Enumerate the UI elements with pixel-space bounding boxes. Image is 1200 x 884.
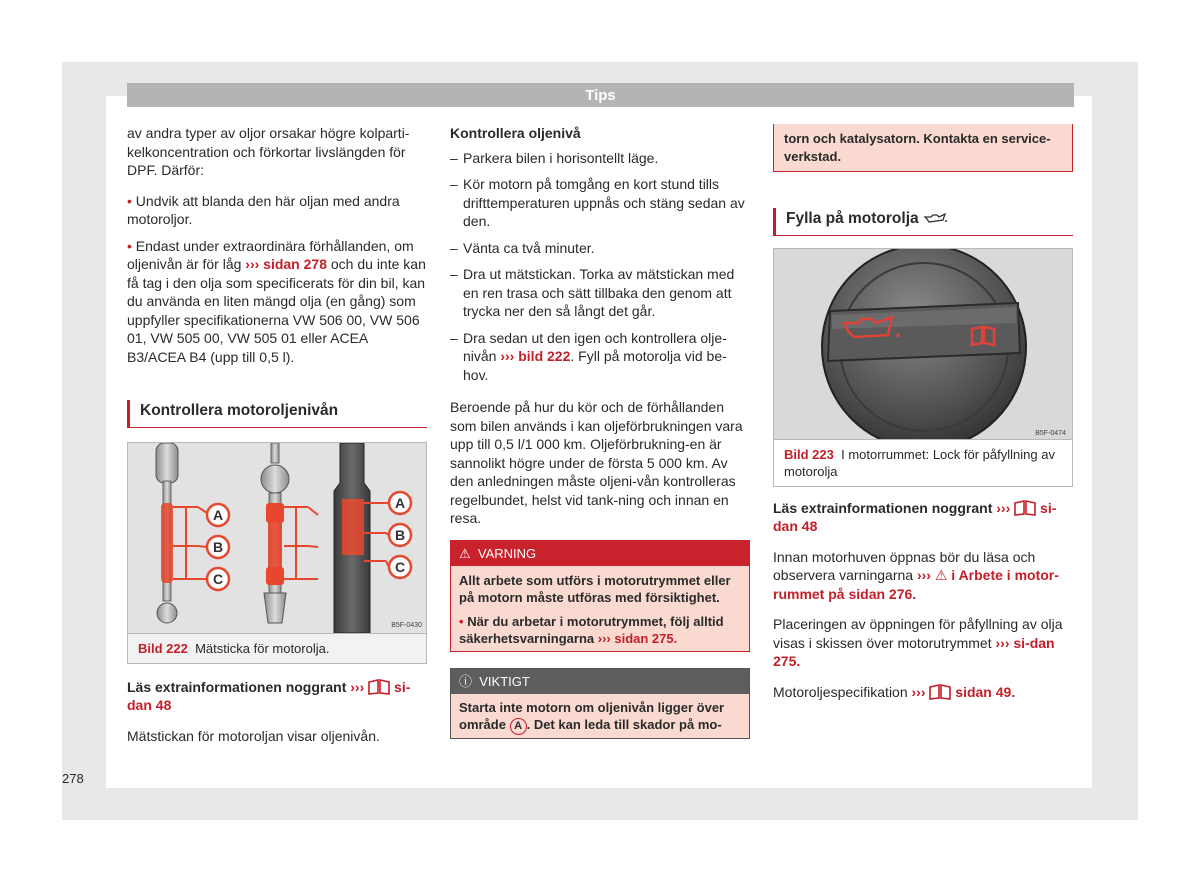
figure-code: B5F-0430 <box>391 621 422 629</box>
page-number: 278 <box>62 771 84 786</box>
warning-triangle-icon: ⚠ <box>459 545 471 561</box>
book-icon <box>929 684 951 700</box>
step-item: – Vänta ca två minuter. <box>450 239 595 256</box>
figure-caption: Bild 222 Mätsticka för motorolja. <box>128 633 426 663</box>
label-b: B <box>394 526 406 543</box>
header-title: Tips <box>127 83 1074 107</box>
label-c: C <box>394 558 406 575</box>
important-header: ⓘ VIKTIGT <box>451 669 749 694</box>
figure-caption: Bild 223 I motorrummet: Lock för påfyllning av motorolja <box>774 439 1072 486</box>
warning-header: ⚠ VARNING <box>451 541 749 566</box>
area-a-marker: A <box>510 718 527 735</box>
step-item: – Dra sedan ut den igen och kontrollera olje-nivån ››› bild 222. Fyll på motorolja vid be-hov. <box>450 329 727 383</box>
figure-link[interactable]: ››› bild 222 <box>500 348 571 364</box>
intro-text: av andra typer av oljor orsakar högre kolparti-kelkoncentration och förkortar livslängden för DPF. Därför: <box>127 125 410 178</box>
bullet-item: • Endast under extraordinära förhållanden, om oljenivån är för låg ››› sidan 278 och du inte kan få tag i den olja som specificerats för din bil, kan du använda en liten mängd olja (en gång) som uppfyller specifikationerna VW 506 00, VW 506 01, VW 505 00, VW 505 01 eller ACEA B3/ACEA B4 (upp till 0,5 l). <box>127 237 426 365</box>
page-link[interactable]: ››› si-dan 275. <box>773 634 1055 669</box>
subheading: Kontrollera oljenivå <box>450 125 581 141</box>
book-icon <box>368 679 390 695</box>
warning-continued: torn och katalysatorn. Kontakta en service-verkstad. <box>773 124 1073 172</box>
warning-body: Allt arbete som utförs i motorutrymmet eller på motorn måste utföras med försiktighet. • När du arbetar i motorutrymmet, följ alltid säkerhetsvarningarna ››› sidan 275. <box>451 566 749 651</box>
figure-223 <box>773 248 1073 487</box>
book-icon <box>1014 500 1036 516</box>
important-body: Starta inte motorn om oljenivån ligger över område A . Det kan leda till skador på mo- <box>451 694 749 739</box>
column-3 <box>773 124 1073 713</box>
warning-box <box>450 540 750 652</box>
label-a: A <box>212 506 224 523</box>
bullet-item: • Undvik att blanda den här oljan med andra motoroljor. <box>127 192 400 227</box>
read-more: Läs extrainformationen noggrant ››› si-dan 48 <box>773 499 1057 534</box>
step-item: – Parkera bilen i horisontellt läge. <box>450 149 659 166</box>
column-1 <box>127 124 427 757</box>
figure-222 <box>127 442 427 664</box>
figure-code: B5F-0474 <box>1035 429 1066 437</box>
label-b: B <box>212 538 224 555</box>
label-a: A <box>394 494 406 511</box>
page-link[interactable]: ››› sidan 275. <box>597 631 678 646</box>
body-text: Mätstickan för motoroljan visar oljenivån. <box>127 727 380 744</box>
dipstick-illustration <box>128 443 426 633</box>
section-title: Fylla på motorolja <box>773 208 1073 236</box>
oil-cap-illustration <box>774 249 1072 439</box>
page-link[interactable]: ››› ⚠ i Arbete i motor-rummet på sidan 276. <box>773 567 1059 602</box>
step-item: – Dra ut mätstickan. Torka av mätstickan med en ren trasa och sätt tillbaka den genom att trycka ner den så långt det går. <box>450 266 735 319</box>
dipstick-svg <box>128 443 426 633</box>
info-circle-icon: ⓘ <box>459 673 473 689</box>
label-c: C <box>212 570 224 587</box>
read-more: Läs extrainformationen noggrant ››› si-dan 48 <box>127 678 411 713</box>
important-box <box>450 668 750 740</box>
page-link[interactable]: ››› sidan 278 <box>245 256 327 272</box>
oil-can-icon <box>923 211 949 225</box>
column-2 <box>450 124 750 739</box>
body-text: Innan motorhuven öppnas bör du läsa och observera varningarna ››› ⚠ i Arbete i motor-rummet på sidan 276. <box>773 548 1059 602</box>
oil-cap-svg <box>774 249 1072 439</box>
body-text: Beroende på hur du kör och de förhållanden som bilen används i kan oljeförbrukningen vara upp till 0,5 l/1 000 km. Oljeförbrukning-en är sannolikt högre under de första 5 000 km. Av den anledningen måste oljeni-vån kontrolleras regelbundet, helst vid tank-ning och innan en resa. <box>450 399 743 526</box>
step-item: – Kör motorn på tomgång en kort stund tills drifttemperaturen uppnås och stäng sedan av den. <box>450 176 745 229</box>
body-text: Placeringen av öppningen för påfyllning av olja visas i skissen över motorutrymmet ››› si-dan 275. <box>773 616 1063 669</box>
body-text: Motoroljespecifikation ››› sidan 49. <box>773 683 1016 700</box>
section-title: Kontrollera motoroljenivån <box>127 400 427 428</box>
